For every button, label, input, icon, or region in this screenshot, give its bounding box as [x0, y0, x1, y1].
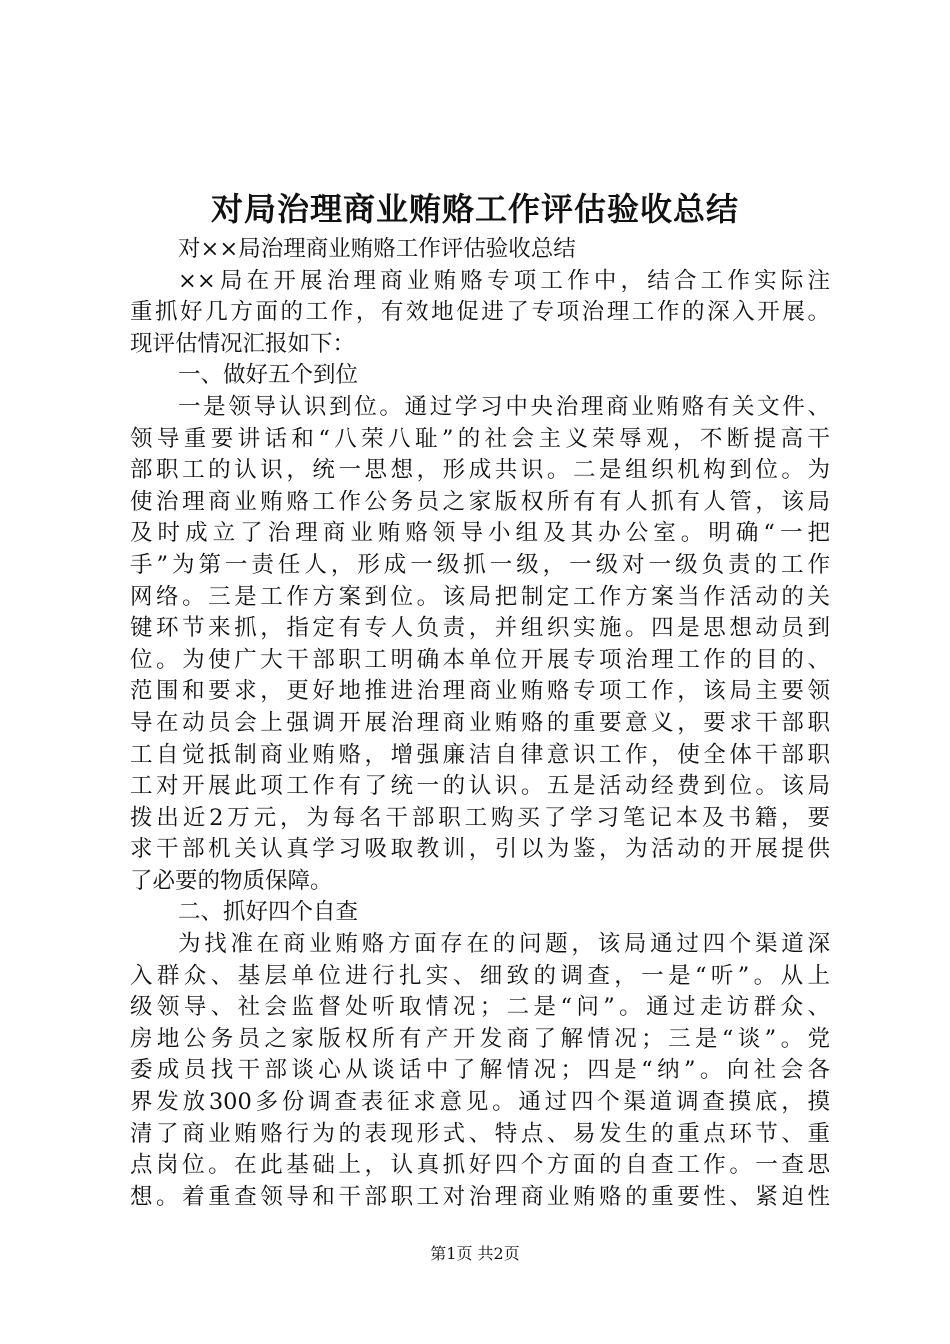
doc-line: 为找准在商业贿赂方面存在的问题，该局通过四个渠道深: [178, 931, 830, 958]
doc-line: 级领导、社会监督处听取情况；二是“问”。通过走访群众、: [130, 994, 830, 1021]
section-heading: 二、抓好四个自查: [178, 899, 359, 926]
doc-line: 重抓好几方面的工作，有效地促进了专项治理工作的深入开展。: [130, 299, 830, 326]
document-title: 对局治理商业贿赂工作评估验收总结: [210, 190, 739, 228]
doc-line: 委成员找干部谈心从谈话中了解情况；四是“纳”。向社会各: [130, 1057, 830, 1084]
doc-line: 网络。三是工作方案到位。该局把制定工作方案当作活动的关: [130, 583, 830, 610]
doc-line: 工自觉抵制商业贿赂，增强廉洁自律意识工作，使全体干部职: [130, 741, 830, 768]
doc-line: 清了商业贿赂行为的表现形式、特点、易发生的重点环节、重: [130, 1120, 830, 1147]
doc-line: 一是领导认识到位。通过学习中央治理商业贿赂有关文件、: [178, 393, 830, 420]
doc-line: 求干部机关认真学习吸取教训，引以为鉴，为活动的开展提供: [130, 836, 830, 863]
doc-line: ××局在开展治理商业贿赂专项工作中，结合工作实际注: [178, 267, 830, 294]
doc-line: 部职工的认识，统一思想，形成共识。二是组织机构到位。为: [130, 457, 830, 484]
document-body: [130, 234, 830, 1213]
doc-line: 使治理商业贿赂工作公务员之家版权所有有人抓有人管，该局: [130, 488, 830, 515]
doc-line: 了必要的物质保障。: [130, 867, 333, 894]
doc-line: 键环节来抓，指定有专人负责，并组织实施。四是思想动员到: [130, 615, 830, 642]
section-heading: 一、做好五个到位: [178, 362, 359, 389]
doc-line: 位。为使广大干部职工明确本单位开展专项治理工作的目的、: [130, 646, 830, 673]
doc-line: 对××局治理商业贿赂工作评估验收总结: [178, 236, 576, 262]
doc-line: 界发放300多份调查表征求意见。通过四个渠道调查摸底，摸: [130, 1089, 830, 1116]
page-footer: 第1页 共2页: [430, 1244, 520, 1263]
doc-line: 点岗位。在此基础上，认真抓好四个方面的自查工作。一查思: [130, 1152, 830, 1179]
doc-line: 拨出近2万元，为每名干部职工购买了学习笔记本及书籍，要: [130, 804, 830, 831]
doc-line: 手”为第一责任人，形成一级抓一级，一级对一级负责的工作: [130, 551, 830, 578]
doc-line: 领导重要讲话和“八荣八耻”的社会主义荣辱观，不断提高干: [130, 425, 830, 452]
doc-line: 入群众、基层单位进行扎实、细致的调查，一是“听”。从上: [130, 962, 830, 989]
doc-line: 工对开展此项工作有了统一的认识。五是活动经费到位。该局: [130, 773, 830, 800]
doc-line: 现评估情况汇报如下：: [130, 330, 356, 357]
doc-line: 房地公务员之家版权所有产开发商了解情况；三是“谈”。党: [130, 1025, 830, 1052]
doc-line: 范围和要求，更好地推进治理商业贿赂专项工作，该局主要领: [130, 678, 830, 705]
doc-line: 导在动员会上强调开展治理商业贿赂的重要意义，要求干部职: [130, 709, 830, 736]
doc-line: 及时成立了治理商业贿赂领导小组及其办公室。明确“一把: [130, 520, 830, 547]
doc-line: 想。着重查领导和干部职工对治理商业贿赂的重要性、紧迫性: [130, 1183, 830, 1210]
